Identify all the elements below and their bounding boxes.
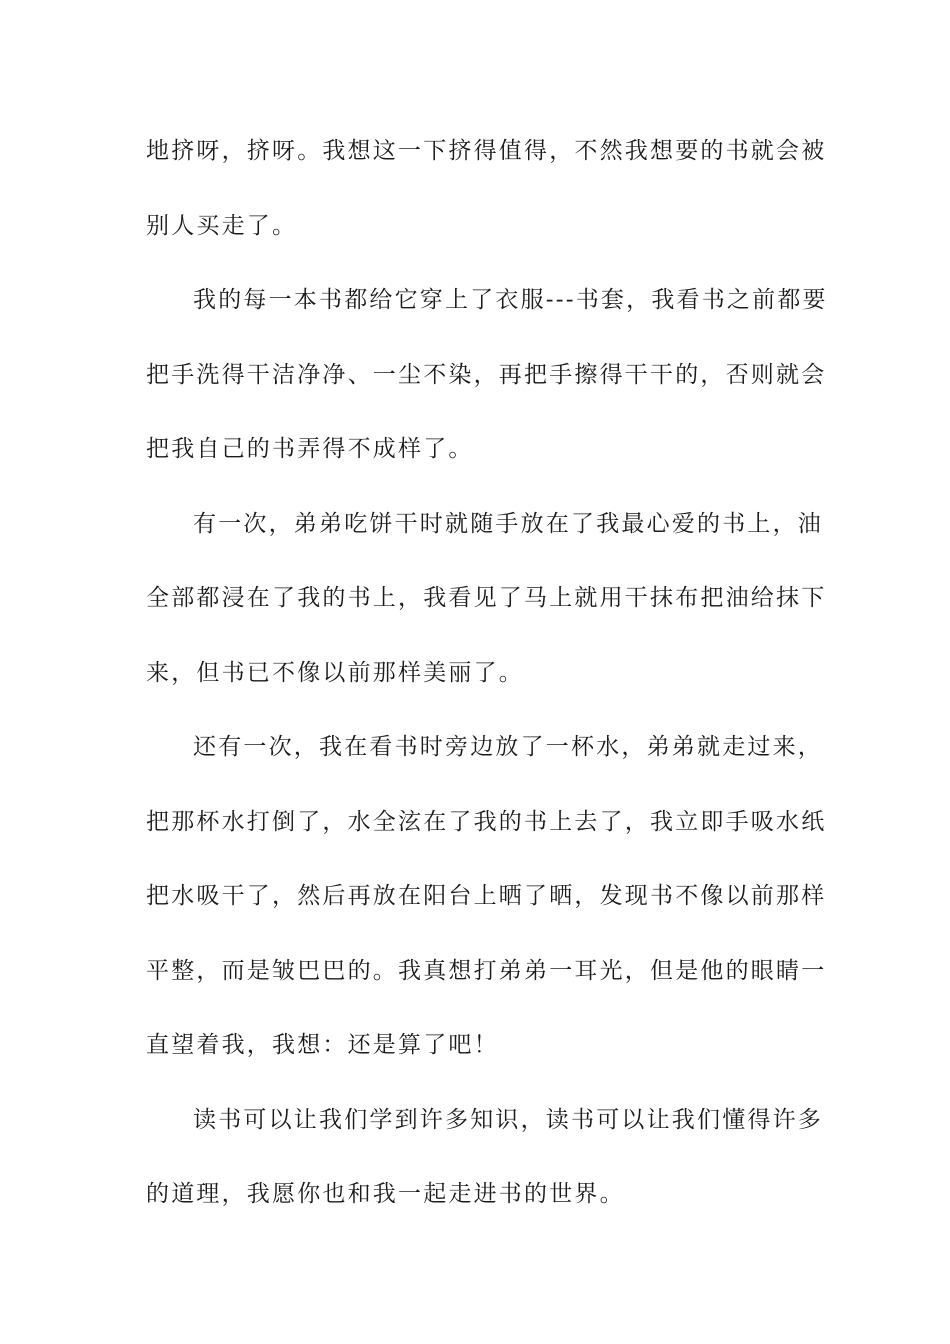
paragraph-2-line-1: 我的每一本书都给它穿上了衣服---书套，我看书之前都要	[193, 287, 828, 313]
paragraph-3-line-2: 全部都浸在了我的书上，我看见了马上就用干抹布把油给抹下	[146, 585, 827, 611]
paragraph-4-line-1: 还有一次，我在看书时旁边放了一杯水，弟弟就走过来，	[193, 734, 823, 760]
paragraph-1-line-2: 别人买走了。	[146, 213, 298, 239]
paragraph-4-line-3: 把水吸干了，然后再放在阳台上晒了晒，发现书不像以前那样	[146, 883, 827, 909]
paragraph-5-line-1: 读书可以让我们学到许多知识，读书可以让我们懂得许多	[193, 1107, 823, 1133]
paragraph-1-line-1: 地挤呀，挤呀。我想这一下挤得值得，不然我想要的书就会被	[146, 138, 827, 164]
paragraph-3-line-3: 来，但书已不像以前那样美丽了。	[146, 660, 524, 686]
paragraph-2-line-3: 把我自己的书弄得不成样了。	[146, 436, 474, 462]
paragraph-4-line-4: 平整，而是皱巴巴的。我真想打弟弟一耳光，但是他的眼睛一	[146, 958, 827, 984]
paragraph-3-line-1: 有一次，弟弟吃饼干时就随手放在了我最心爱的书上，油	[193, 511, 823, 537]
paragraph-2-line-2: 把手洗得干洁净净、一尘不染，再把手擦得干干的，否则就会	[146, 362, 827, 388]
paragraph-4-line-2: 把那杯水打倒了，水全泫在了我的书上去了，我立即手吸水纸	[146, 809, 827, 835]
paragraph-5-line-2: 的道理，我愿你也和我一起走进书的世界。	[146, 1181, 625, 1207]
paragraph-4-line-5: 直望着我，我想：还是算了吧！	[146, 1032, 499, 1058]
